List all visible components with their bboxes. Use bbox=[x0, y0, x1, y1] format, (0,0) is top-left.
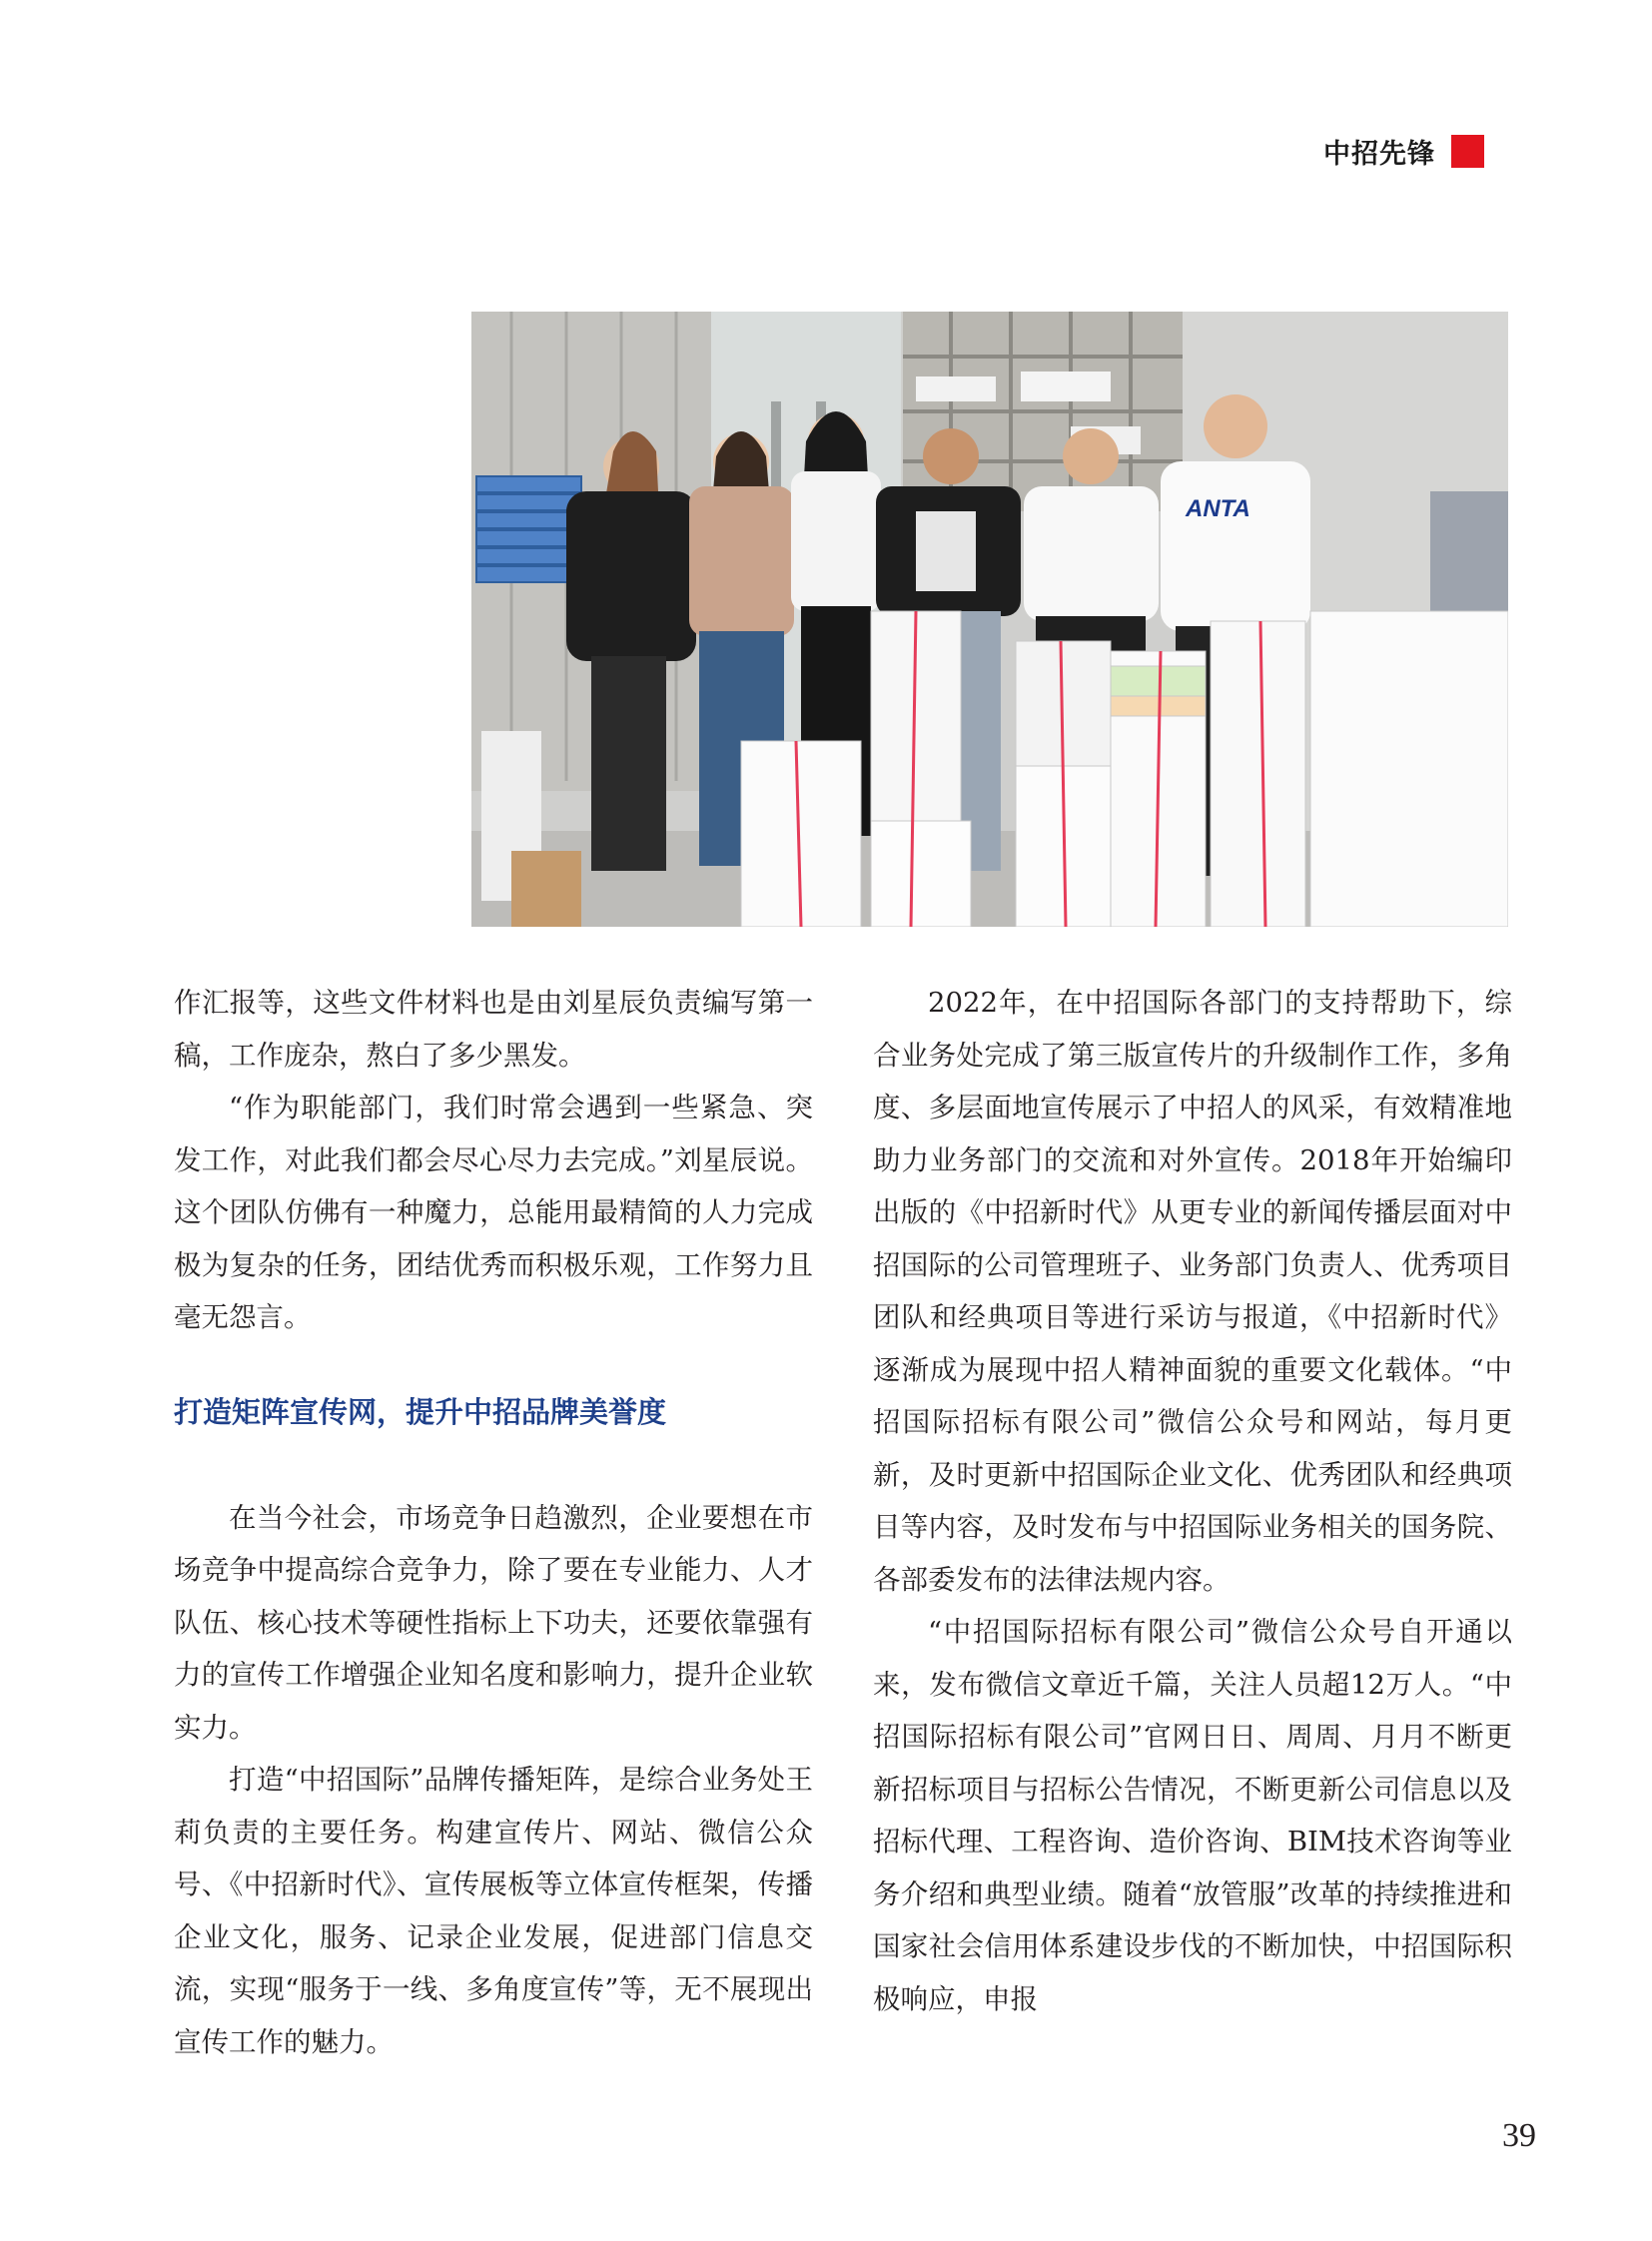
section-name: 中招先锋 bbox=[1323, 139, 1435, 170]
left-paragraph-1: 作汇报等，这些文件材料也是由刘星辰负责编写第一稿，工作庞杂，熬白了多少黑发。 bbox=[174, 987, 813, 1072]
left-column bbox=[174, 977, 813, 2068]
section-subhead: 打造矩阵宣传网，提升中招品牌美誉度 bbox=[174, 1394, 667, 1429]
left-paragraph-4: 打造“中招国际”品牌传播矩阵，是综合业务处王莉负责的主要任务。构建宣传片、网站、微信公众号、《中招新时代》、宣传展板等立体宣传框架，传播企业文化，服务、记录企业发展，促进部门信息交流，实现“服务于一线、多角度宣传”等，无不展现出宣传工作的魅力。 bbox=[174, 1764, 813, 2058]
shirt-logo-text: ANTA bbox=[1186, 495, 1250, 522]
right-column bbox=[873, 977, 1512, 2025]
section-marker bbox=[1451, 135, 1484, 168]
page-number: 39 bbox=[1502, 2117, 1536, 2154]
team-photo bbox=[471, 312, 1508, 927]
right-paragraph-1: 2022年，在中招国际各部门的支持帮助下，综合业务处完成了第三版宣传片的升级制作工作，多角度、多层面地宣传展示了中招人的风采，有效精准地助力业务部门的交流和对外宣传。2018年开始编印出版的《中招新时代》从更专业的新闻传播层面对中招国际的公司管理班子、业务部门负责人、优秀项目团队和经典项目等进行采访与报道，《中招新时代》逐渐成为展现中招人精神面貌的重要文化载体。“中招国际招标有限公司”微信公众号和网站，每月更新，及时更新中招国际企业文化、优秀团队和经典项目等内容，及时发布与中招国际业务相关的国务院、各部委发布的法律法规内容。 bbox=[873, 987, 1512, 1596]
left-paragraph-3: 在当今社会，市场竞争日趋激烈，企业要想在市场竞争中提高综合竞争力，除了要在专业能力、人才队伍、核心技术等硬性指标上下功夫，还要依靠强有力的宣传工作增强企业知名度和影响力，提升企业软实力。 bbox=[174, 1501, 813, 1744]
team-photo-illustration bbox=[471, 312, 1508, 927]
right-paragraph-2: “中招国际招标有限公司”微信公众号自开通以来，发布微信文章近千篇，关注人员超12万人。“中招国际招标有限公司”官网日日、周周、月月不断更新招标项目与招标公告情况，不断更新公司信息以及招标代理、工程咨询、造价咨询、BIM技术咨询等业务介绍和典型业绩。随着“放管服”改革的持续推进和国家社会信用体系建设步伐的不断加快，中招国际积极响应，申报 bbox=[873, 1616, 1512, 2015]
left-paragraph-2: “作为职能部门，我们时常会遇到一些紧急、突发工作，对此我们都会尽心尽力去完成。”刘星辰说。这个团队仿佛有一种魔力，总能用最精简的人力完成极为复杂的任务，团结优秀而积极乐观，工作努力且毫无怨言。 bbox=[174, 1092, 813, 1333]
page-header bbox=[1323, 132, 1484, 171]
